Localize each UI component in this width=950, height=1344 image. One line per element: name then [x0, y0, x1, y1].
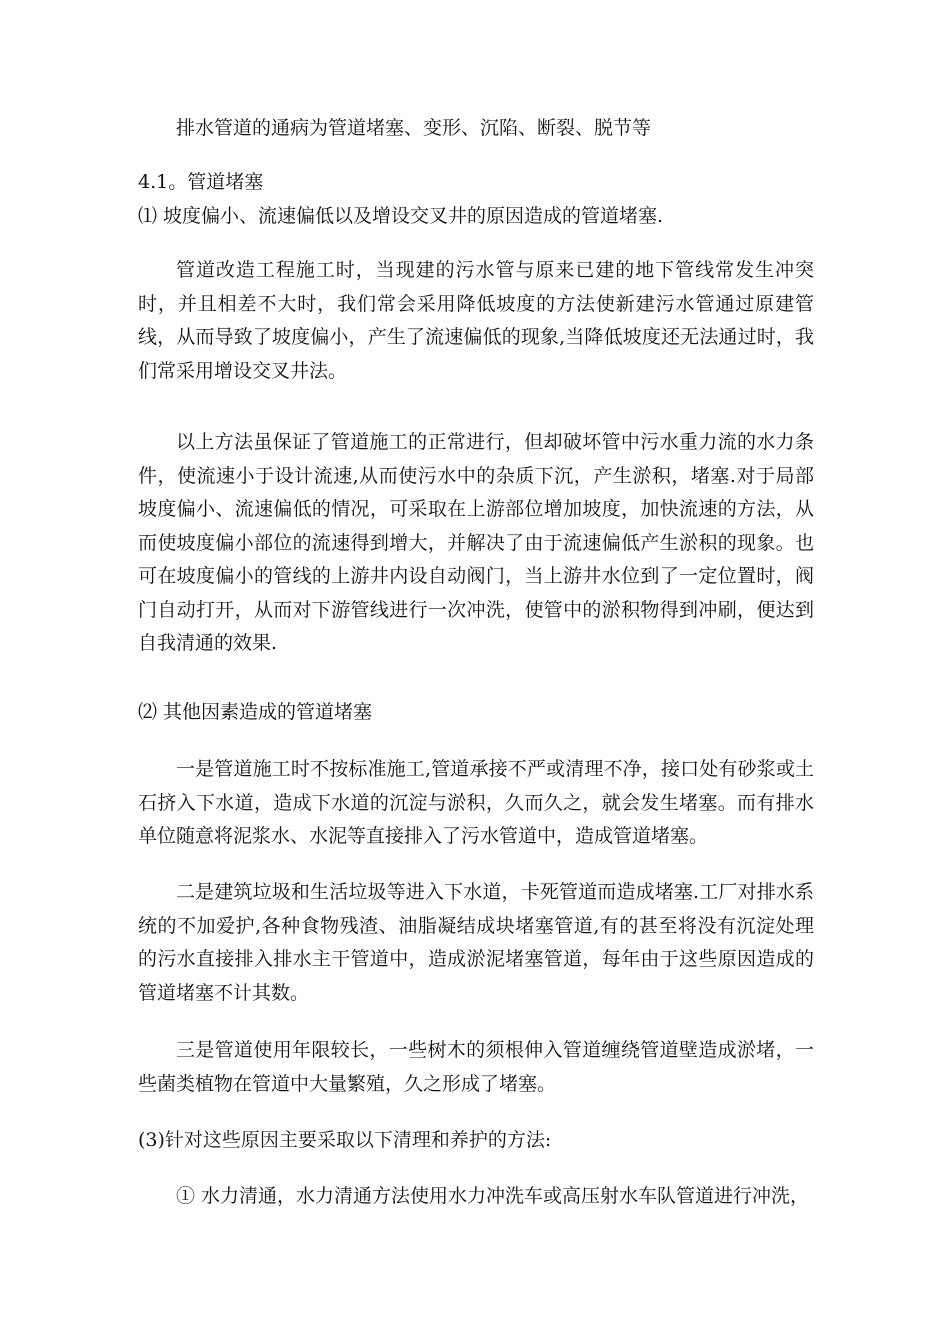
subsection-heading-3: (3)针对这些原因主要采取以下清理和养护的方法: — [138, 1129, 552, 1151]
paragraph-5: 三是管道使用年限较长，一些树木的须根伸入管道缠绕管道壁造成淤堵，一些菌类植物在管道中大量繁殖，久之形成了堵塞。 — [138, 1039, 814, 1095]
paragraph-2: 以上方法虽保证了管道施工的正常进行，但却破坏管中污水重力流的水力条件，使流速小于设计流速,从而使污水中的杂质下沉，产生淤积，堵塞.对于局部坡度偏小、流速偏低的情况，可采取在上游部位增加坡度，加快流速的方法，从而使坡度偏小部位的流速得到增大，并解决了由于流速偏低产生淤积的现象。也可在坡度偏小的管线的上游井内设自动阀门，当上游井水位到了一定位置时，阀门自动打开，从而对下游管线进行一次冲洗，使管中的淤积物得到冲刷，便达到自我清通的效果. — [138, 431, 814, 654]
paragraph-4: 二是建筑垃圾和生活垃圾等进入下水道，卡死管道而造成堵塞.工厂对排水系统的不加爱护,各种食物残渣、油脂凝结成块堵塞管道,有的甚至将没有沉淀处理的污水直接排入排水主干管道中，造成淤泥堵塞管道，每年由于这些原因造成的管道堵塞不计其数。 — [138, 881, 814, 1004]
section-heading: 4.1。管道堵塞 — [138, 171, 264, 193]
paragraph-6: ① 水力清通，水力清通方法使用水力冲洗车或高压射水车队管道进行冲洗， — [176, 1185, 810, 1207]
subsection-heading-2: ⑵ 其他因素造成的管道堵塞 — [138, 701, 373, 723]
paragraph-3: 一是管道施工时不按标准施工,管道承接不严或清理不净，接口处有砂浆或土石挤入下水道，造成下水道的沉淀与淤积，久而久之，就会发生堵塞。而有排水单位随意将泥浆水、水泥等直接排入了污水管道中，造成管道堵塞。 — [138, 758, 814, 847]
paragraph-1: 管道改造工程施工时，当现建的污水管与原来已建的地下管线常发生冲突时，并且相差不大时，我们常会采用降低坡度的方法使新建污水管通过原建管线，从而导致了坡度偏小，产生了流速偏低的现象,当降低坡度还无法通过时，我们常采用增设交叉井法。 — [138, 259, 814, 382]
intro-paragraph: 排水管道的通病为管道堵塞、变形、沉陷、断裂、脱节等 — [176, 117, 652, 139]
subsection-heading-1: ⑴ 坡度偏小、流速偏低以及增设交叉井的原因造成的管道堵塞. — [138, 205, 664, 227]
